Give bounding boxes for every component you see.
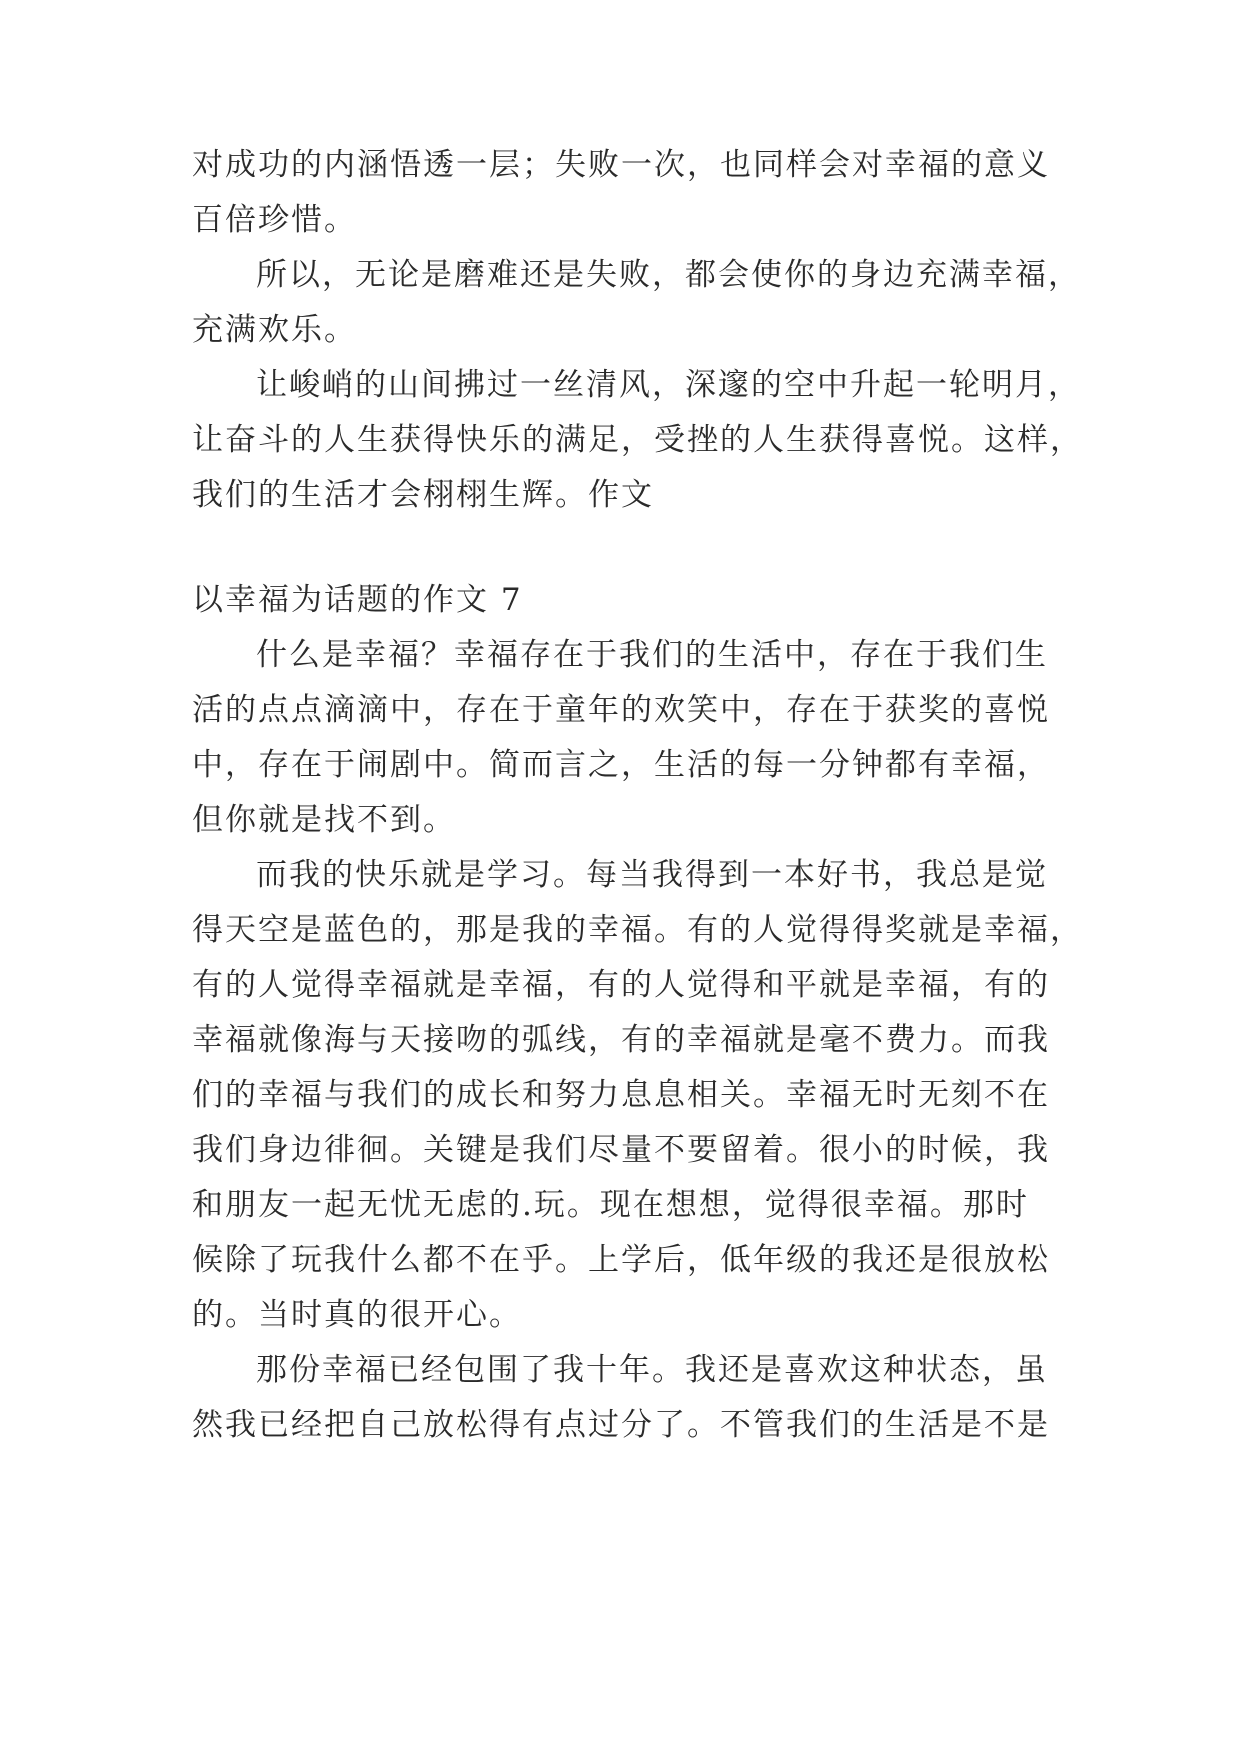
paragraph-line: 和朋友一起无忧无虑的.玩。现在想想，觉得很幸福。那时 bbox=[192, 1187, 1029, 1223]
paragraph-line: 的。当时真的很开心。 bbox=[192, 1297, 522, 1333]
paragraph-line: 们的幸福与我们的成长和努力息息相关。幸福无时无刻不在 bbox=[192, 1077, 1050, 1113]
paragraph-line: 让奋斗的人生获得快乐的满足，受挫的人生获得喜悦。这样， bbox=[192, 422, 1083, 458]
paragraph-line: 所以，无论是磨难还是失败，都会使你的身边充满幸福， bbox=[256, 257, 1081, 293]
paragraph-line: 我们身边徘徊。关键是我们尽量不要留着。很小的时候，我 bbox=[192, 1132, 1050, 1168]
paragraph-line: 有的人觉得幸福就是幸福，有的人觉得和平就是幸福，有的 bbox=[192, 967, 1050, 1003]
paragraph-line: 让峻峭的山间拂过一丝清风，深邃的空中升起一轮明月， bbox=[256, 367, 1081, 403]
paragraph-line: 中，存在于闹剧中。简而言之，生活的每一分钟都有幸福， bbox=[192, 747, 1050, 783]
paragraph-line: 对成功的内涵悟透一层；失败一次，也同样会对幸福的意义 bbox=[192, 147, 1050, 183]
paragraph-line: 但你就是找不到。 bbox=[192, 802, 456, 838]
paragraph-line: 什么是幸福？幸福存在于我们的生活中，存在于我们生 bbox=[256, 637, 1048, 673]
paragraph-line: 百倍珍惜。 bbox=[192, 202, 357, 238]
paragraph-line: 我们的生活才会栩栩生辉。作文 bbox=[192, 477, 654, 513]
paragraph-line: 候除了玩我什么都不在乎。上学后，低年级的我还是很放松 bbox=[192, 1242, 1050, 1278]
paragraph-line: 那份幸福已经包围了我十年。我还是喜欢这种状态，虽 bbox=[256, 1352, 1048, 1388]
paragraph-line: 得天空是蓝色的，那是我的幸福。有的人觉得得奖就是幸福， bbox=[192, 912, 1083, 948]
paragraph-line: 活的点点滴滴中，存在于童年的欢笑中，存在于获奖的喜悦 bbox=[192, 692, 1050, 728]
paragraph-line: 充满欢乐。 bbox=[192, 312, 357, 348]
paragraph-line: 然我已经把自己放松得有点过分了。不管我们的生活是不是 bbox=[192, 1407, 1050, 1443]
paragraph-line: 幸福就像海与天接吻的弧线，有的幸福就是毫不费力。而我 bbox=[192, 1022, 1050, 1058]
section-title: 以幸福为话题的作文 7 bbox=[192, 582, 523, 618]
paragraph-line: 而我的快乐就是学习。每当我得到一本好书，我总是觉 bbox=[256, 857, 1048, 893]
